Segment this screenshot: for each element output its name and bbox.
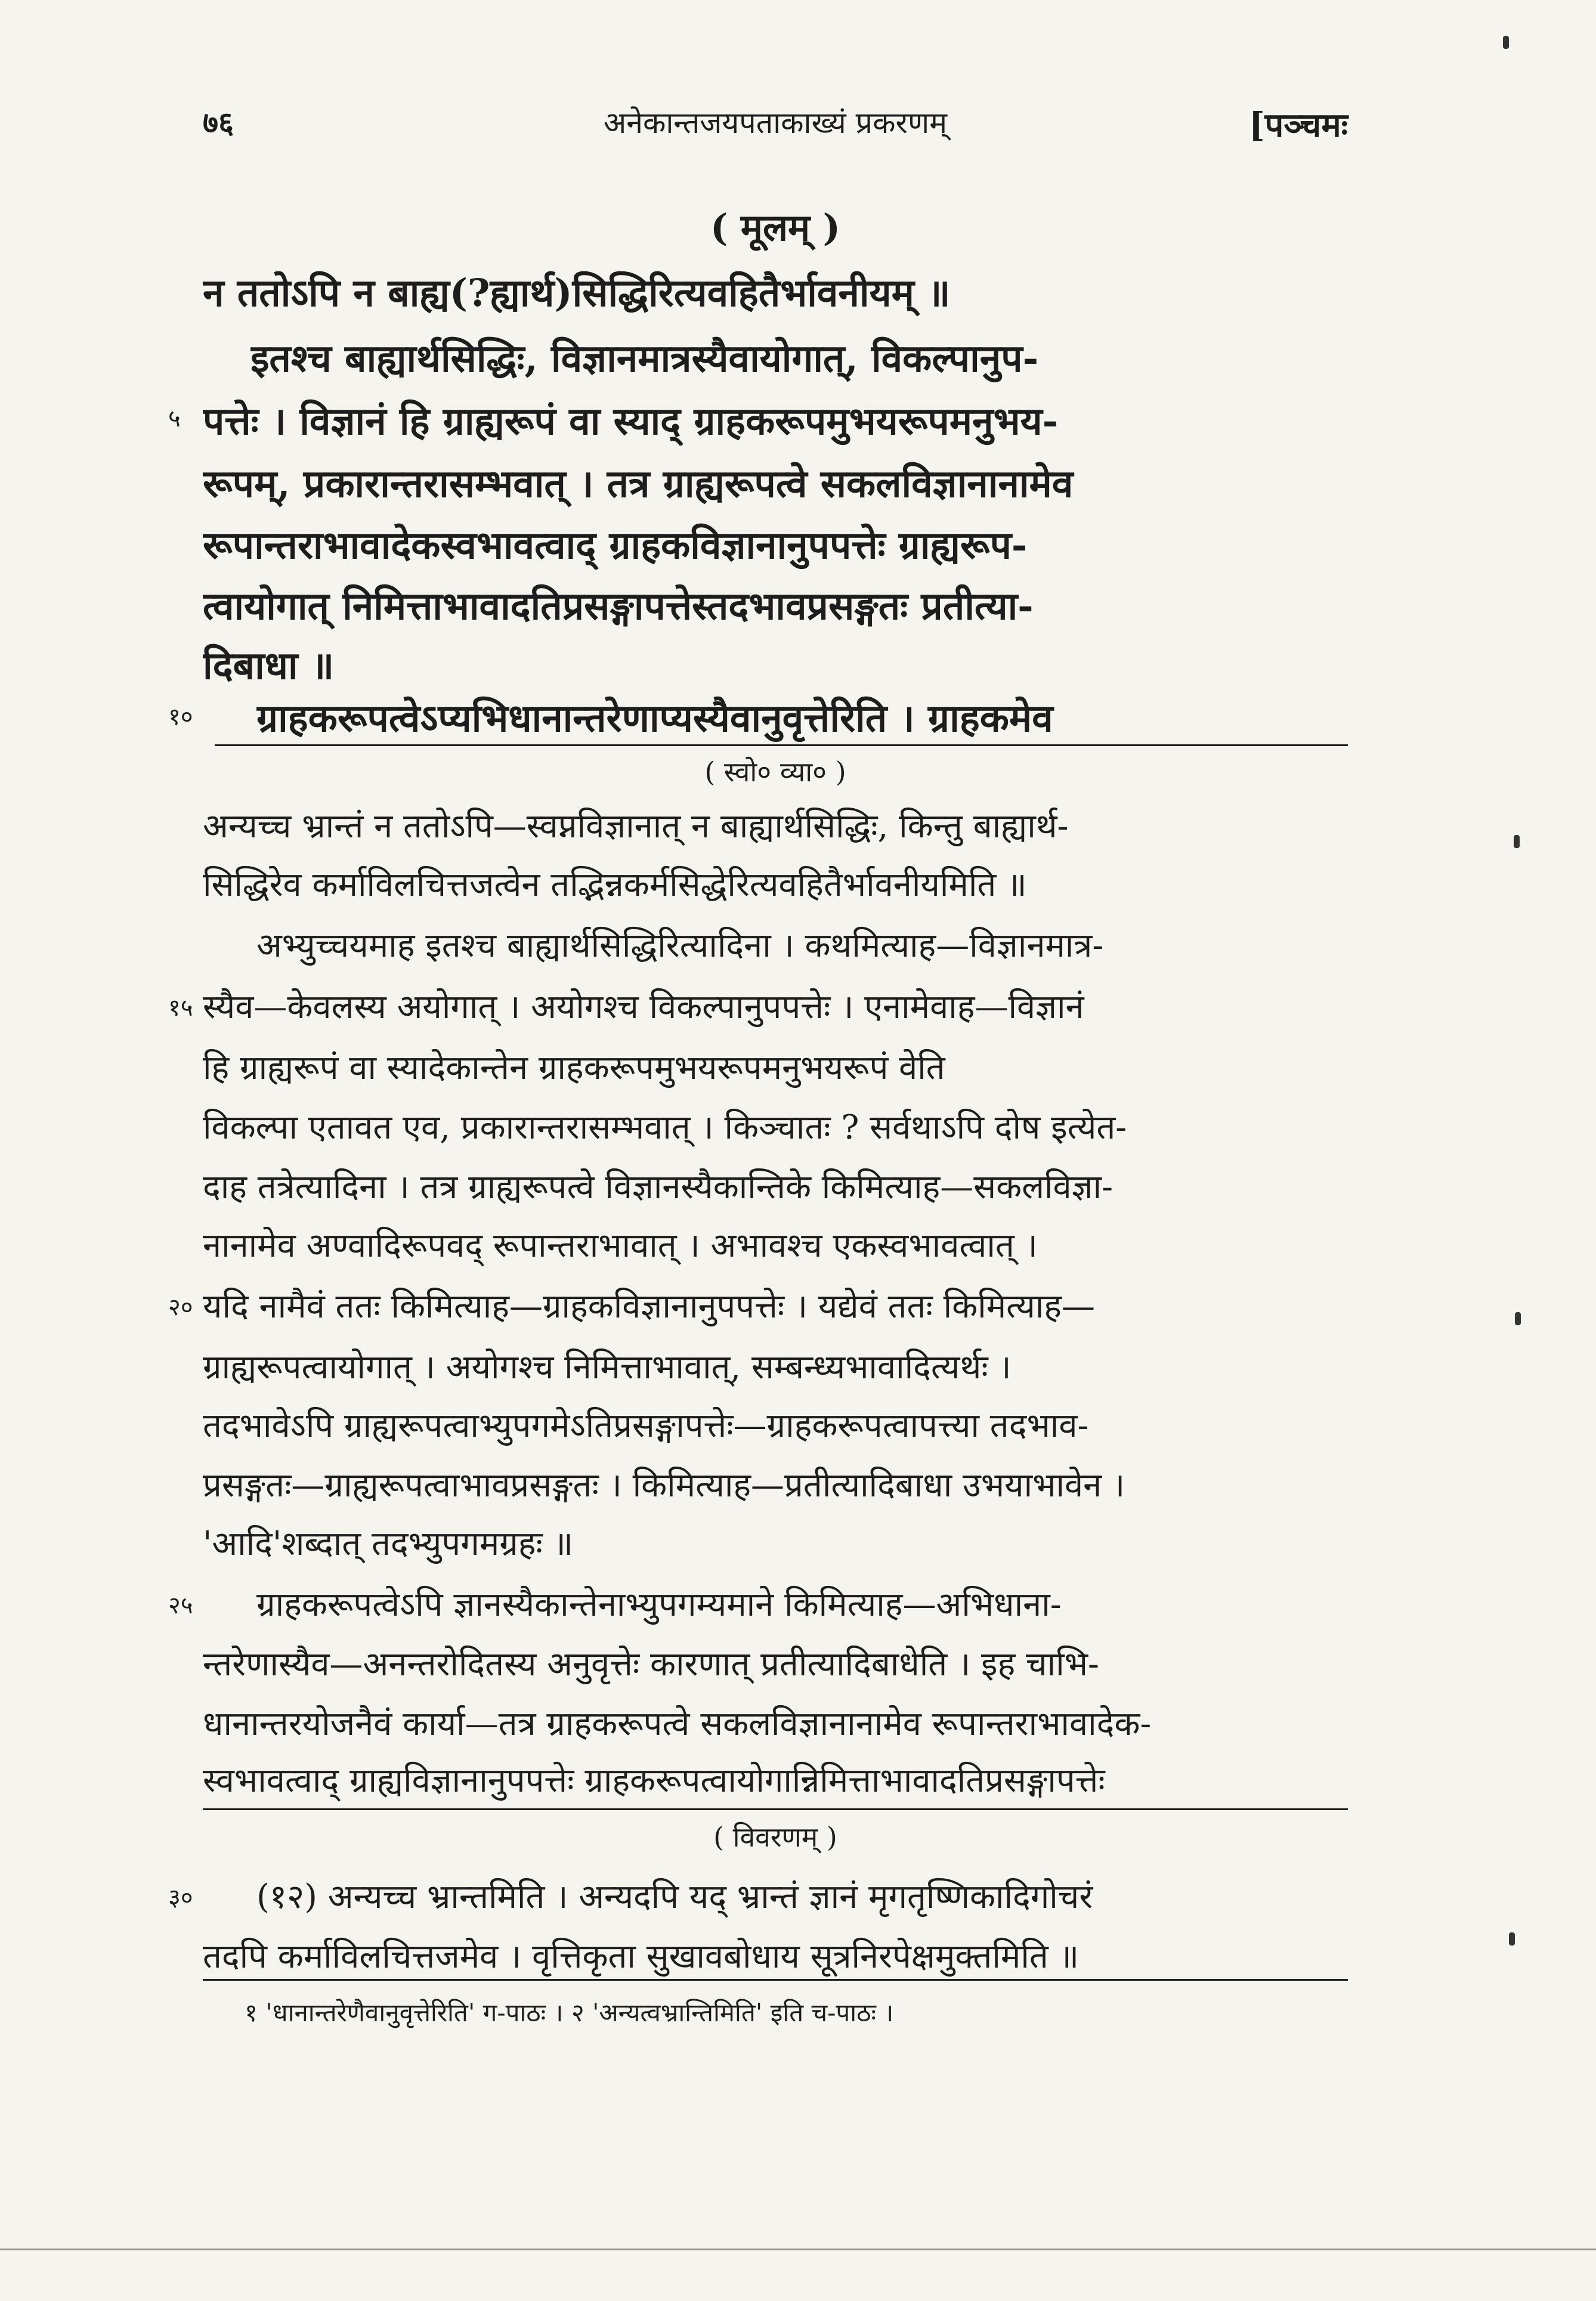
commentary-line: दाह तत्रेत्यादिना । तत्र ग्राह्यरूपत्वे विज्ञानस्यैकान्तिके किमित्याह—सकलविज्ञा- — [203, 1168, 1114, 1207]
mulam-line: दिबाधा ॥ — [203, 644, 335, 688]
line-number: ३० — [168, 1884, 193, 1912]
line-number: २५ — [168, 1592, 193, 1619]
commentary-line: सिद्धिरेव कर्माविलचित्तजत्वेन तद्भिन्नकर्मसिद्धेरित्यवहितैर्भावनीयमिति ॥ — [203, 865, 1027, 904]
commentary-line: तदभावेऽपि ग्राह्यरूपत्वाभ्युपगमेऽतिप्रसङ्गापत्तेः—ग्राहकरूपत्वापत्त्या तदभाव- — [203, 1406, 1089, 1445]
scan-speck — [1515, 1312, 1521, 1325]
footnote: १ 'धानान्तरेणैवानुवृत्तेरिति' ग-पाठः । २ 'अन्यत्वभ्रान्तिमिति' इति च-पाठः । — [245, 1998, 894, 2027]
line-number: ५ — [168, 405, 181, 432]
commentary-line: नानामेव अण्वादिरूपवद् रूपान्तराभावात् । अभावश्च एकस्वभावत्वात् । — [203, 1226, 1038, 1265]
commentary-line: हि ग्राह्यरूपं वा स्यादेकान्तेन ग्राहकरूपमुभयरूपमनुभयरूपं वेति — [203, 1049, 945, 1087]
commentary-line: यदि नामैवं ततः किमित्याह—ग्राहकविज्ञानानुपपत्तेः । यद्येवं ततः किमित्याह— — [203, 1287, 1096, 1326]
vivaranam-line: (१२) अन्यच्च भ्रान्तमिति । अन्यदपि यद् भ्रान्तं ज्ञानं मृगतृष्णिकादिगोचरं — [256, 1878, 1093, 1916]
commentary-line: न्तरेणास्यैव—अनन्तरोदितस्य अनुवृत्तेः कारणात् प्रतीत्यादिबाधेति । इह चाभि- — [203, 1645, 1099, 1684]
scan-speck — [1514, 835, 1520, 848]
vivaranam-heading: ( विवरणम् ) — [713, 1821, 837, 1853]
scan-speck — [1503, 36, 1509, 49]
mulam-line: ग्राहकरूपत्वेऽप्यभिधानान्तरेणाप्यस्यैवानुवृत्तेरिति । ग्राहकमेव — [256, 696, 1053, 741]
mulam-line: रूपम्, प्रकारान्तरासम्भवात् । तत्र ग्राह्यरूपत्वे सकलविज्ञानानामेव — [203, 462, 1074, 506]
commentary-line: स्यैव—केवलस्य अयोगात् । अयोगश्च विकल्पानुपपत्तेः । एनामेवाह—विज्ञानं — [203, 988, 1084, 1026]
commentary-line: प्रसङ्गतः—ग्राह्यरूपत्वाभावप्रसङ्गतः । किमित्याह—प्रतीत्यादिबाधा उभयाभावेन । — [203, 1466, 1125, 1505]
mulam-heading: ( मूलम् ) — [710, 206, 841, 249]
chapter-label: [पञ्चमः — [1249, 106, 1348, 145]
mulam-line: इतश्च बाह्यार्थसिद्धिः, विज्ञानमात्रस्यैवायोगात्, विकल्पानुप- — [250, 336, 1039, 381]
commentary-line: स्वभावत्वाद् ग्राह्यविज्ञानानुपपत्तेः ग्राहकरूपत्वायोगान्निमित्ताभावादतिप्रसङ्गापत्तेः — [203, 1761, 1105, 1800]
commentary-line: ग्राहकरूपत्वेऽपि ज्ञानस्यैकान्तेनाभ्युपगम्यमाने किमित्याह—अभिधाना- — [256, 1585, 1062, 1624]
section-divider — [203, 1808, 1348, 1810]
page-header — [203, 101, 1348, 155]
mulam-line: रूपान्तराभावादेकस्वभावत्वाद् ग्राहकविज्ञानानुपपत्तेः ग्राह्यरूप- — [203, 523, 1028, 568]
scan-speck — [1509, 1932, 1515, 1946]
section-divider — [215, 744, 1348, 746]
commentary-line: अन्यच्च भ्रान्तं न ततोऽपि—स्वप्नविज्ञानात् न बाह्यार्थसिद्धिः, किन्तु बाह्यार्थ- — [203, 807, 1069, 846]
commentary-line: 'आदि'शब्दात् तदभ्युपगमग्रहः ॥ — [203, 1524, 574, 1563]
line-number: १५ — [168, 994, 193, 1022]
vyakhya-heading: ( स्वो० व्या० ) — [704, 756, 846, 788]
line-number: १० — [168, 703, 193, 731]
commentary-line: धानान्तरयोजनैवं कार्या—तत्र ग्राहकरूपत्वे सकलविज्ञानानामेव रूपान्तराभावादेक- — [203, 1705, 1152, 1743]
running-title: अनेकान्तजयपताकाख्यं प्रकरणम् — [604, 106, 947, 140]
scan-edge-line — [0, 2249, 1596, 2250]
commentary-line: ग्राह्यरूपत्वायोगात् । अयोगश्च निमित्ताभावात्, सम्बन्ध्यभावादित्यर्थः । — [203, 1348, 1012, 1387]
commentary-line: अभ्युच्चयमाह इतश्च बाह्यार्थसिद्धिरित्यादिना । कथमित्याह—विज्ञानमात्र- — [256, 926, 1104, 965]
mulam-line: न ततोऽपि न बाह्य(?ह्यार्थ)सिद्धिरित्यवहितैर्भावनीयम् ॥ — [203, 271, 951, 316]
vivaranam-line: तदपि कर्माविलचित्तजमेव । वृत्तिकृता सुखावबोधाय सूत्रनिरपेक्षमुक्तमिति ॥ — [203, 1937, 1080, 1976]
mulam-line: पत्तेः । विज्ञानं हि ग्राह्यरूपं वा स्याद् ग्राहकरूपमुभयरूपमनुभय- — [203, 399, 1059, 444]
line-number: २० — [168, 1294, 193, 1321]
mulam-line: त्वायोगात् निमित्ताभावादतिप्रसङ्गापत्तेस्तदभावप्रसङ्गतः प्रतीत्या- — [203, 584, 1034, 629]
footnote-divider — [203, 1979, 1348, 1981]
commentary-line: विकल्पा एतावत एव, प्रकारान्तरासम्भवात् । किञ्चातः ? सर्वथाऽपि दोष इत्येत- — [203, 1108, 1127, 1147]
page-number: ७६ — [203, 105, 234, 140]
